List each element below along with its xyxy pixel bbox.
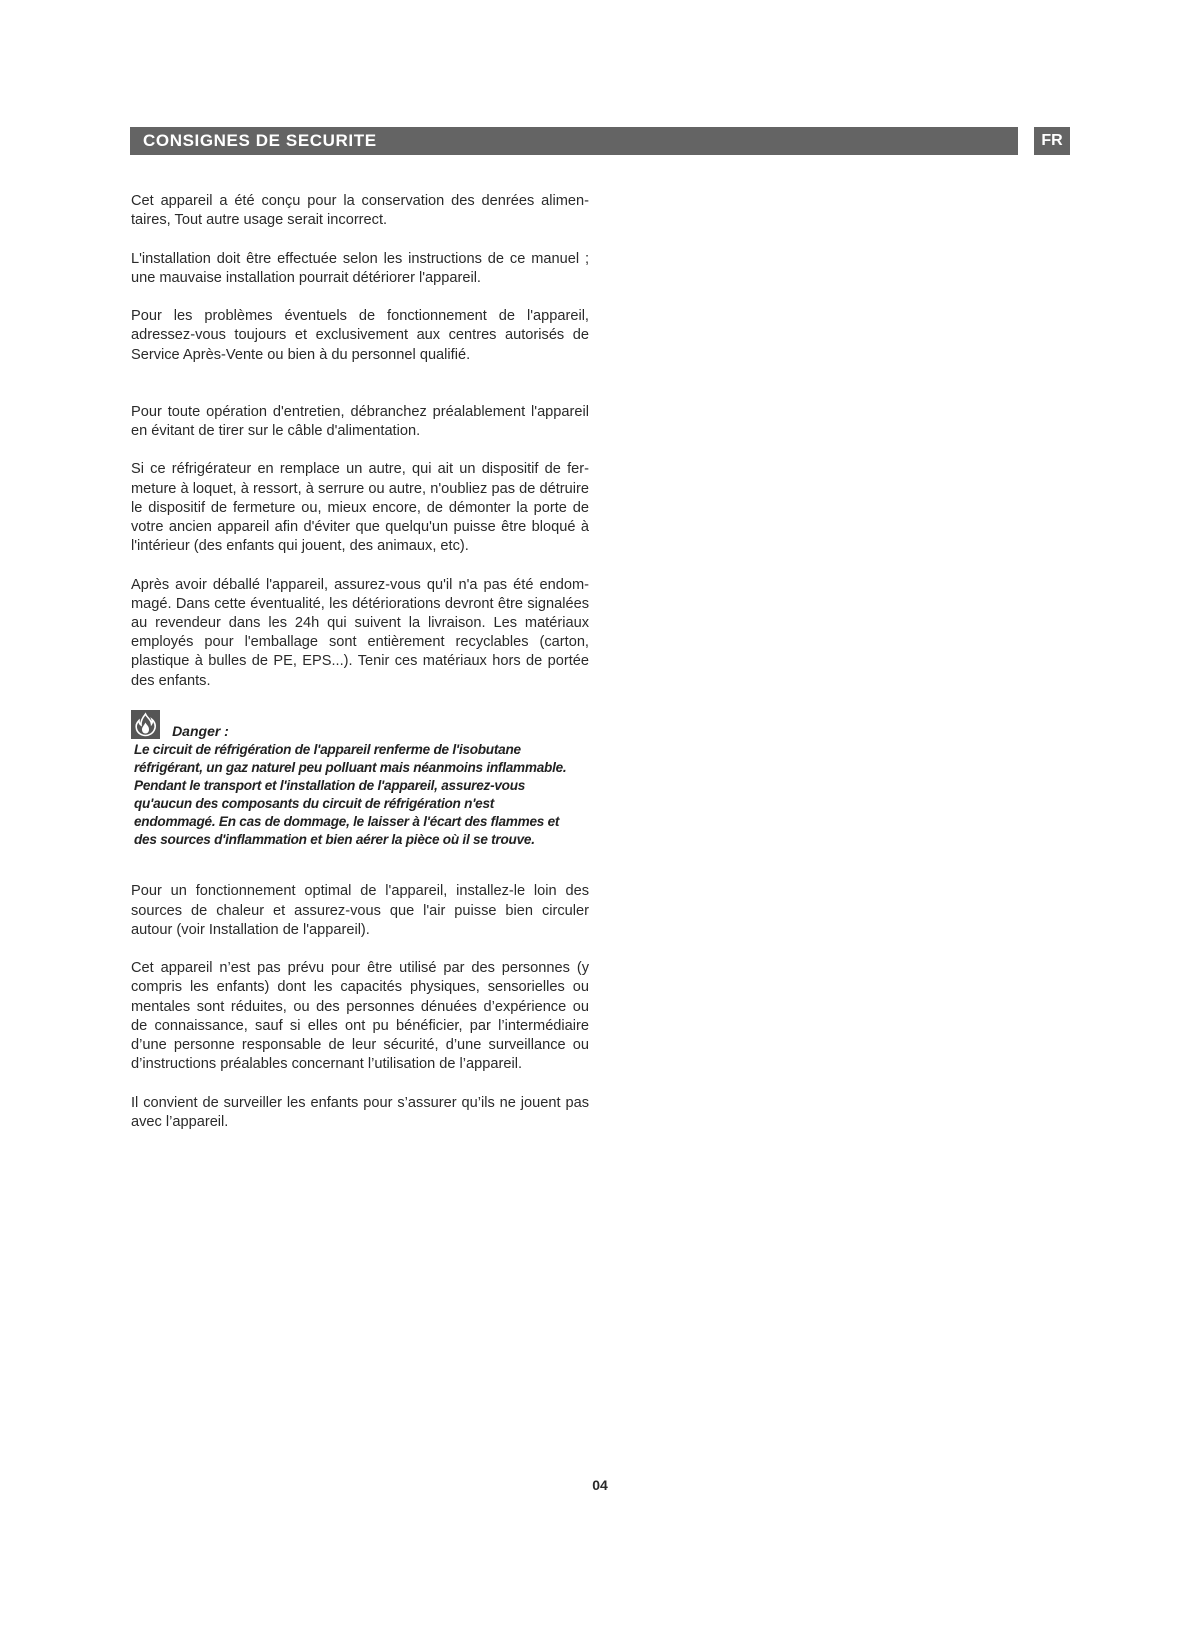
paragraph-intended-use: Cet appareil a été conçu pour la conservation des denrées alimentaires, Tout autre usage serait incorrect. (131, 193, 589, 229)
paragraph-optimal-operation: Pour un fonctionnement optimal de l'appareil, installez-le loin des sources de chaleur et assurez-vous que l'air puisse bien circuler autour (voir Installation de l'appareil). (131, 883, 589, 938)
paragraph-unpacking: Après avoir déballé l'appareil, assurez-vous qu'il n'a pas été endommagé. Dans cette éventualité, les détériorations devront être signalées au revendeur dans les 24h qui suivent la livraison. Les matériaux employés pour l'emballage sont entièrement recyclables (carton, plastique à bulles de PE, EPS...). Tenir ces matériaux hors de portée des enfants. (131, 576, 589, 689)
danger-heading: Danger : (172, 723, 229, 739)
paragraph-children-supervision: Il convient de surveiller les enfants pour s’assurer qu’ils ne jouent pas avec l’appareil. (131, 1094, 589, 1130)
section-header-bar (130, 127, 1018, 155)
language-badge: FR (1034, 127, 1070, 155)
paragraph-old-appliance: Si ce réfrigérateur en remplace un autre, qui ait un dispositif de fermeture à loquet, à ressort, à serrure ou autre, n'oubliez pas de détruire le dispositif de fermeture ou, mieux encore, de démonter la porte de votre ancien appareil afin d'éviter que quelqu'un puisse être bloqué à l'intérieur (des enfants qui jouent, des animaux, etc). (131, 461, 589, 555)
paragraph-reduced-capacity: Cet appareil n’est pas prévu pour être utilisé par des personnes (y compris les enfants) dont les capacités physiques, sensorielles ou mentales sont réduites, ou des personnes dénuées d’expérience ou de connaissance, sauf si elles ont pu bénéficier, par l’intermédiaire d’une personne responsable de leur sécurité, d’une surveillance ou d’instructions préalables concernant l’utilisation de l’appareil. (131, 960, 589, 1073)
section-title: CONSIGNES DE SECURITE (143, 131, 377, 150)
danger-text: Le circuit de réfrigération de l'appareil renferme de l'isobutane réfrigérant, un gaz naturel peu polluant mais néanmoins inflammable. Pendant le transport et l'installation de l'appareil, assurez-vous qu'aucun des composants du circuit de réfrigération n'est endommagé. En cas de dommage, le laisser à l'écart des flammes et des sources d'inflammation et bien aérer la pièce où il se trouve. (134, 742, 567, 847)
flame-warning-icon (131, 710, 160, 739)
safety-instructions-column (131, 192, 589, 1151)
paragraph-maintenance: Pour toute opération d'entretien, débranchez préalablement l'appareil en évitant de tirer sur le câble d'alimentation. (131, 403, 589, 439)
paragraph-installation: L'installation doit être effectuée selon les instructions de ce manuel ; une mauvaise installation pourrait détériorer l'appareil. (131, 250, 589, 286)
danger-warning-block (131, 710, 589, 848)
paragraph-service: Pour les problèmes éventuels de fonctionnement de l'appareil, adressez-vous toujours et exclusivement aux centres autorisés de Service Après-Vente ou bien à du personnel qualifié. (131, 308, 589, 363)
page-number: 04 (592, 1477, 608, 1493)
